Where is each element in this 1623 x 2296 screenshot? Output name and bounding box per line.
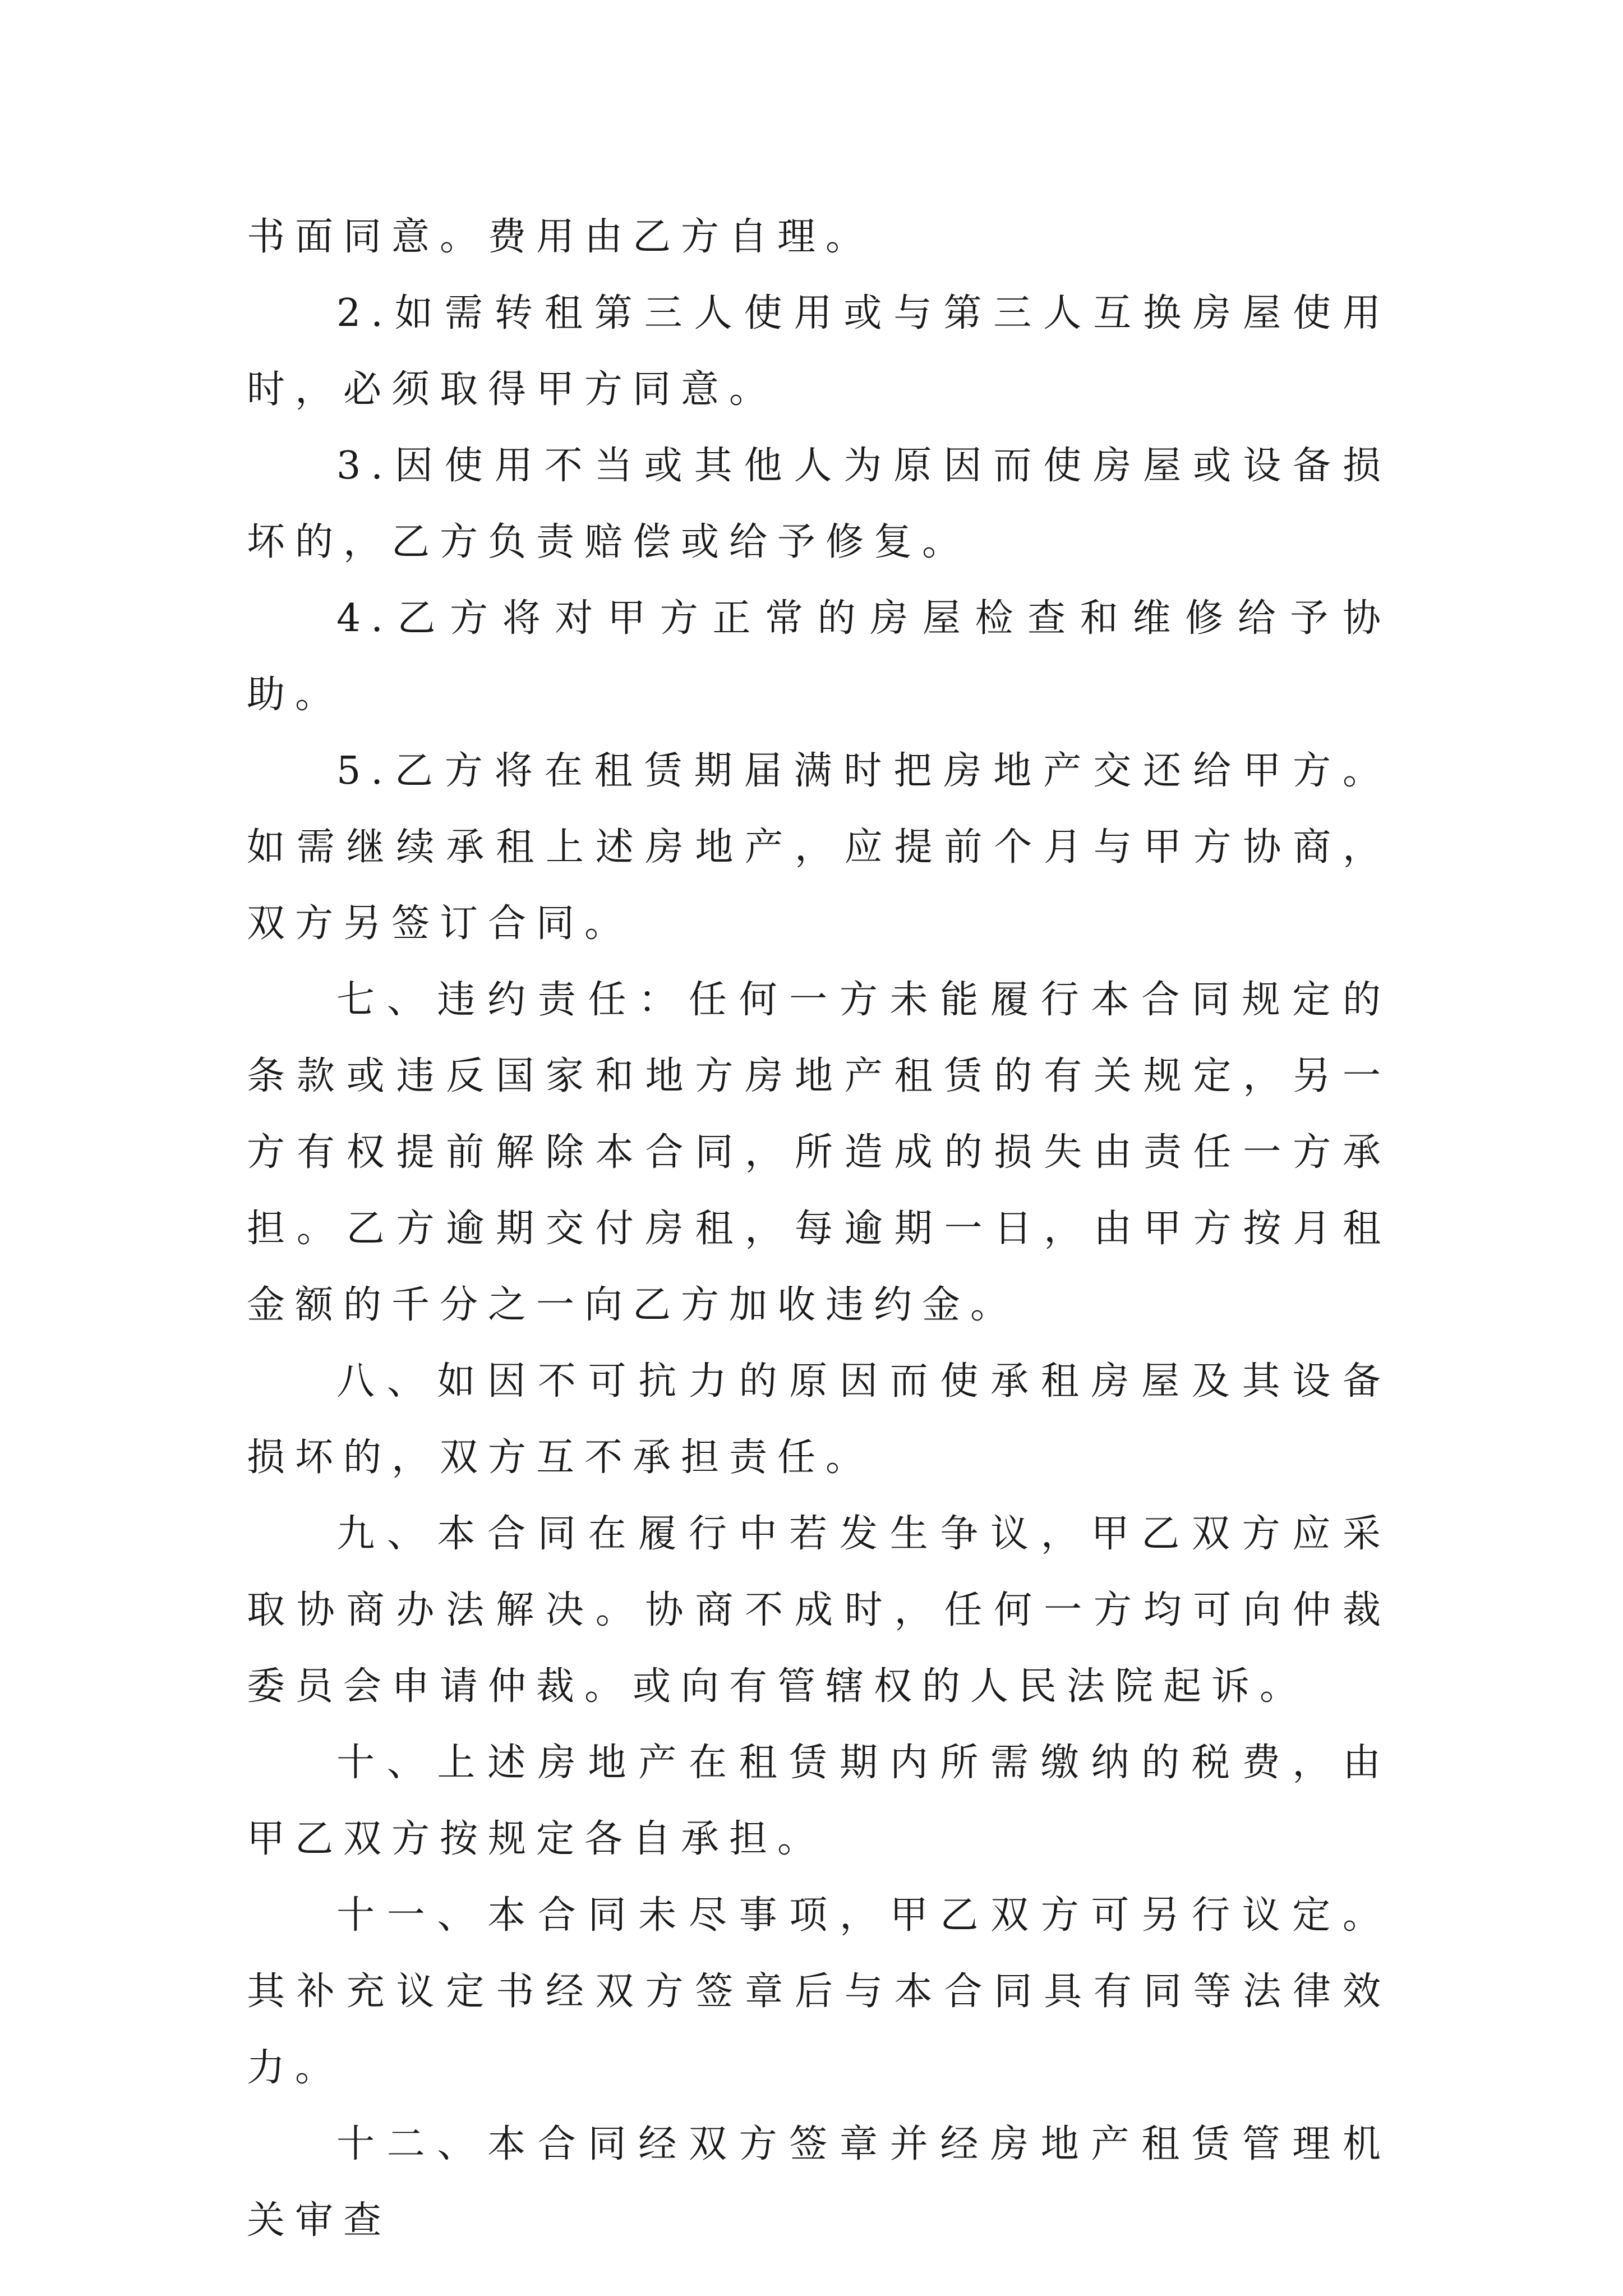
paragraph: 2.如需转租第三人使用或与第三人互换房屋使用时，必须取得甲方同意。 [247, 291, 1391, 412]
paragraph: 八、如因不可抗力的原因而使承租房屋及其设备损坏的，双方互不承担责任。 [247, 1359, 1391, 1480]
paragraph: 十二、本合同经双方签章并经房地产租赁管理机关审查 [247, 2122, 1391, 2243]
paragraph: 十、上述房地产在租赁期内所需缴纳的税费，由甲乙双方按规定各自承担。 [247, 1741, 1391, 1861]
paragraph: 七、违约责任：任何一方未能履行本合同规定的条款或违反国家和地方房地产租赁的有关规定，另一方有权提前解除本合同，所造成的损失由责任一方承担。乙方逾期交付房租，每逾期一日，由甲方按月租金额的千分之一向乙方加收违约金。 [247, 978, 1391, 1327]
paragraph: 3.因使用不当或其他人为原因而使房屋或设备损坏的，乙方负责赔偿或给予修复。 [247, 444, 1391, 564]
paragraph: 十一、本合同未尽事项，甲乙双方可另行议定。其补充议定书经双方签章后与本合同具有同等法律效力。 [247, 1893, 1391, 2090]
paragraph: 4.乙方将对甲方正常的房屋检查和维修给予协助。 [247, 596, 1391, 717]
paragraph: 书面同意。费用由乙方自理。 [247, 215, 874, 259]
paragraph: 5.乙方将在租赁期届满时把房地产交还给甲方。如需继续承租上述房地产，应提前个月与甲方协商，双方另签订合同。 [247, 749, 1391, 946]
document-body [247, 199, 1391, 2259]
paragraph: 九、本合同在履行中若发生争议，甲乙双方应采取协商办法解决。协商不成时，任何一方均可向仲裁委员会申请仲裁。或向有管辖权的人民法院起诉。 [247, 1512, 1391, 1709]
